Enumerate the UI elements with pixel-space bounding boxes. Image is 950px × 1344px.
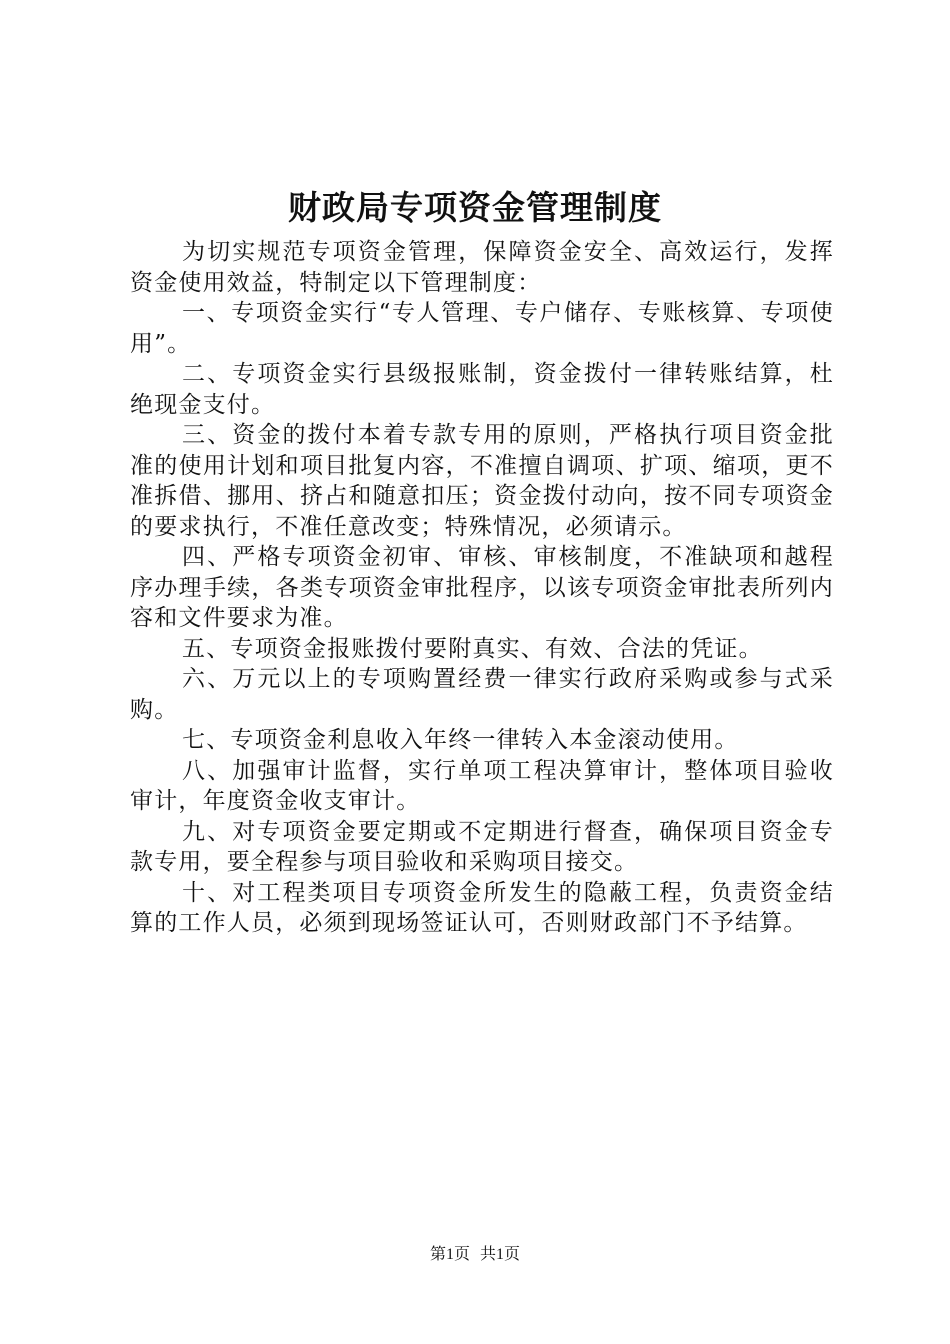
document-body (130, 237, 834, 939)
page-total: 共1页 (480, 1246, 521, 1263)
document-title: 财政局专项资金管理制度 (288, 188, 662, 227)
paragraph-item-2: 二、专项资金实行县级报账制，资金拨付一律转账结算，杜绝现金支付。 (130, 361, 834, 418)
paragraph-item-3: 三、资金的拨付本着专款专用的原则，严格执行项目资金批准的使用计划和项目批复内容，不准擅自调项、扩项、缩项，更不准拆借、挪用、挤占和随意扣压；资金拨付动向，按不同专项资金的要求执行，不准任意改变；特殊情况，必须请示。 (130, 422, 834, 540)
paragraph-item-1: 一、专项资金实行“专人管理、专户储存、专账核算、专项使用”。 (130, 300, 834, 357)
paragraph-item-8: 八、加强审计监督，实行单项工程决算审计，整体项目验收审计，年度资金收支审计。 (130, 757, 834, 814)
page-number: 第1页 (429, 1246, 470, 1263)
paragraph-item-6: 六、万元以上的专项购置经费一律实行政府采购或参与式采购。 (130, 666, 834, 723)
paragraph-intro: 为切实规范专项资金管理，保障资金安全、高效运行，发挥资金使用效益，特制定以下管理制度： (130, 239, 834, 296)
paragraph-item-5: 五、专项资金报账拨付要附真实、有效、合法的凭证。 (182, 635, 763, 662)
paragraph-item-4: 四、严格专项资金初审、审核、审核制度，不准缺项和越程序办理手续，各类专项资金审批程序，以该专项资金审批表所列内容和文件要求为准。 (130, 544, 834, 631)
page-footer (0, 1243, 950, 1267)
paragraph-item-9: 九、对专项资金要定期或不定期进行督查，确保项目资金专款专用，要全程参与项目验收和采购项目接交。 (130, 818, 834, 875)
paragraph-item-7: 七、专项资金利息收入年终一律转入本金滚动使用。 (182, 727, 739, 753)
paragraph-item-10: 十、对工程类项目专项资金所发生的隐蔽工程，负责资金结算的工作人员，必须到现场签证认可，否则财政部门不予结算。 (130, 879, 834, 936)
